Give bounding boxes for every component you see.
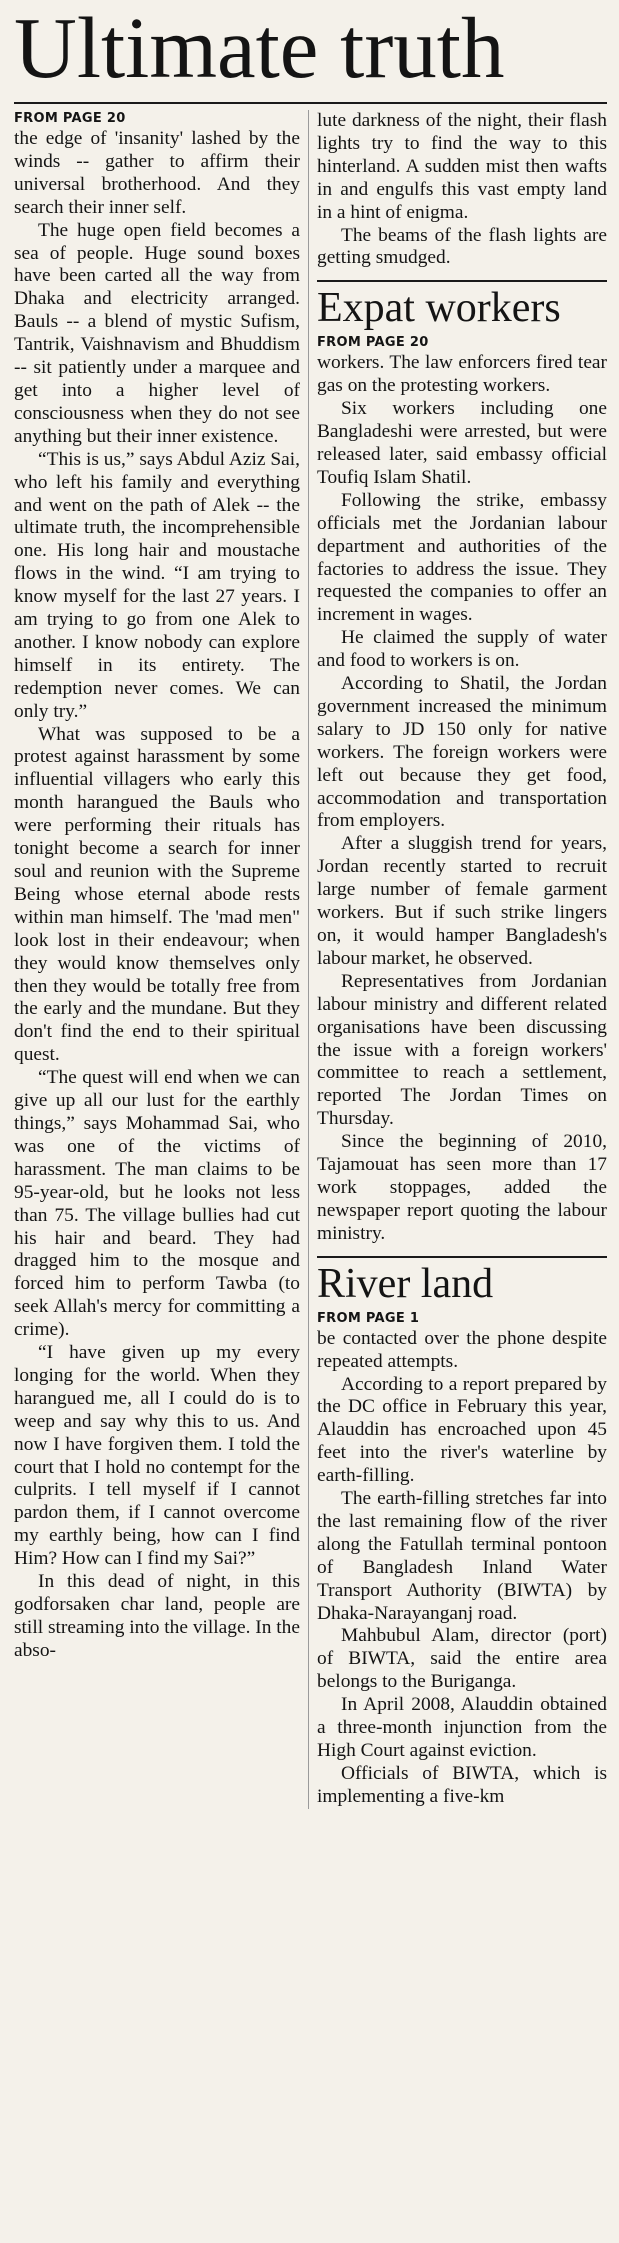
article-paragraph: The huge open field becomes a sea of people. Huge sound boxes have been carted all the way from Dhaka and electricity arranged. Bauls -- a blend of mystic Sufism, Tantrik, Vaishnavism and Bhuddism -- sit patiently under a marquee and get into a higher level of consciousness when they do not see anything but their inner existence. — [14, 219, 300, 447]
article-paragraph: be contacted over the phone despite repeated attempts. — [317, 1327, 607, 1372]
article-paragraph: According to Shatil, the Jordan government increased the minimum salary to JD 150 only for native workers. The foreign workers were left out because they get food, accommodation and transportation from employers. — [317, 673, 607, 832]
article-paragraph: He claimed the supply of water and food to workers is on. — [317, 627, 607, 672]
article-paragraph: “This is us,” says Abdul Aziz Sai, who left his family and everything and went on the path of Alek -- the ultimate truth, the incomprehensible one. His long hair and moustache flows in the wind. “I am trying to know myself for the last 27 years. I am trying to go from one Alek to another. I know nobody can explore himself in its entirety. The redemption never comes. We can only try.” — [14, 448, 300, 722]
from-page-label: FROM PAGE 20 — [14, 111, 126, 126]
right-column — [317, 110, 607, 1809]
article-paragraph: workers. The law enforcers fired tear gas on the protesting workers. — [317, 352, 607, 397]
article-paragraph: Representatives from Jordanian labour ministry and different related organisations have been discussing the issue with a foreign workers' committee to reach a settlement, reported The Jordan Times on Thursday. — [317, 970, 607, 1130]
article-paragraph: Six workers including one Bangladeshi were arrested, but were released later, said embassy official Toufiq Islam Shatil. — [317, 398, 607, 488]
article-paragraph: In April 2008, Alauddin obtained a three-month injunction from the High Court against eviction. — [317, 1694, 607, 1761]
article-paragraph: According to a report prepared by the DC office in February this year, Alauddin has encroached upon 45 feet into the river's waterline by earth-filling. — [317, 1373, 607, 1487]
article-paragraph: Officials of BIWTA, which is implementing a five-km — [317, 1762, 607, 1807]
article-paragraph: The earth-filling stretches far into the last remaining flow of the river along the Fatullah terminal pontoon of Bangladesh Inland Water Transport Authority (BIWTA) by Dhaka-Narayanganj road. — [317, 1488, 607, 1624]
article-paragraph: Mahbubul Alam, director (port) of BIWTA, said the entire area belongs to the Buriganga. — [317, 1625, 607, 1693]
article-paragraph: Following the strike, embassy officials met the Jordanian labour department and authorities of the factories to address the issue. They requested the companies to offer an increment in wages. — [317, 489, 607, 626]
article-paragraph: What was supposed to be a protest against harassment by some influential villagers who early this month harangued the Bauls who were performing their rituals has tonight become a search for inner soul and reunion with the Supreme Being whose eternal abode rests within man himself. The 'mad men" look lost in their endeavour; when they would know themselves only then they would be totally free from the early and the mundane. But they don't find the end to their spiritual quest. — [14, 723, 300, 1066]
article-paragraph: “The quest will end when we can give up all our lust for the earthly things,” says Mohammad Sai, who was one of the victims of harassment. The man claims to be 95-year-old, but he looks not less than 75. The village bullies had cut his hair and beard. They had dragged him to the mosque and forced him to perform Tawba (to seek Allah's mercy for committing a crime). — [14, 1067, 300, 1341]
article-paragraph: The beams of the flash lights are getting smudged. — [317, 224, 607, 269]
river-land-heading: River land — [317, 1256, 607, 1306]
from-page-label: FROM PAGE 20 — [317, 335, 429, 351]
article-paragraph: In this dead of night, in this godforsaken char land, people are still streaming into the village. In the abso- — [14, 1571, 300, 1661]
article-paragraph: “I have given up my every longing for the world. When they harangued me, all I could do is to weep and say why this to us. And now I have forgiven them. I told the court that I hold no contempt for the culprits. I tell myself if I cannot pardon them, if I cannot overcome my earthly being, how can I find Him? How can I find my Sai?” — [14, 1342, 300, 1570]
from-page-label: FROM PAGE 1 — [317, 1310, 420, 1326]
article-columns — [14, 110, 607, 1809]
article-paragraph: Since the beginning of 2010, Tajamouat has seen more than 17 work stoppages, added the newspaper report quoting the labour ministry. — [317, 1131, 607, 1244]
left-column — [14, 110, 309, 1809]
article-paragraph: lute darkness of the night, their flash lights try to find the way to this hinterland. A sudden mist then wafts in and engulfs this vast empty land in a hint of enigma. — [317, 110, 607, 223]
article-paragraph: After a sluggish trend for years, Jordan recently started to recruit large number of female garment workers. But if such strike lingers on, it would hamper Bangladesh's labour market, he observed. — [317, 833, 607, 969]
expat-workers-heading: Expat workers — [317, 280, 607, 330]
headline: Ultimate truth — [14, 0, 607, 104]
article-paragraph: the edge of 'insanity' lashed by the winds -- gather to affirm their universal brotherhood. And they search their inner self. — [14, 128, 300, 218]
